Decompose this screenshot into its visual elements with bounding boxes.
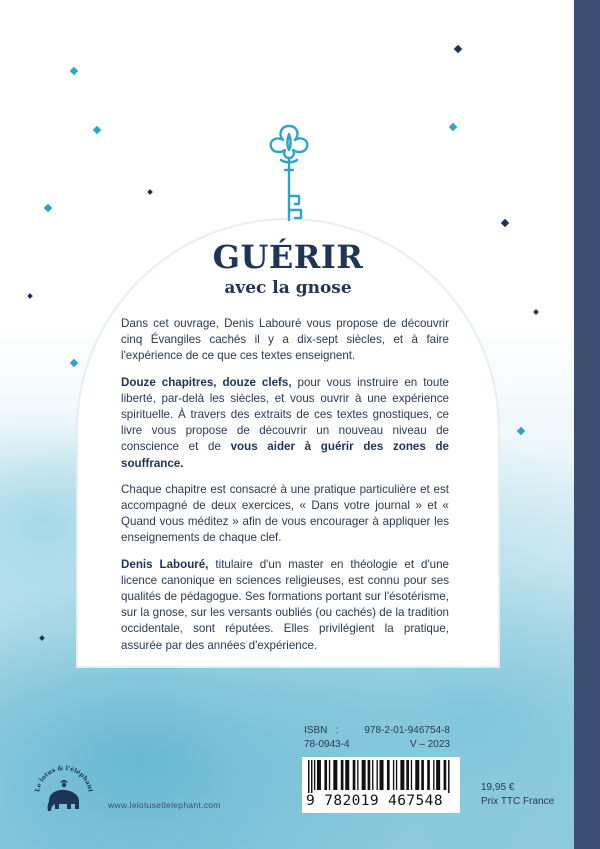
blurb-paragraph: Dans cet ouvrage, Denis Labouré vous propose de découvrir cinq Évangiles cachés il y a dix-sept siècles, et à faire l'expérience de ce que ces textes enseignent. [121,317,449,363]
bio-text: titulaire d'un master en théologie et d'une licence canonique en sciences religieuses, est connu pour ses qualités de pédagogue. Ses formations portant sur l'ésotérisme, sur la gnose, sur les versants oubliés (ou cachés) de la tradition occidentale, sont réputées. Elles privilégient la pratique, assurée par des années d'expérience. [121,557,449,652]
barcode-bar [314,760,315,790]
star-icon [147,189,153,195]
barcode-bar [380,760,384,790]
publisher-website[interactable]: www.lelotusetlelephant.com [108,800,221,810]
barcode-bar [333,760,337,790]
barcode-bars [306,760,456,794]
star-icon [517,427,525,435]
isbn-label-text: ISBN [304,725,328,736]
book-subtitle: avec la gnose [224,278,352,298]
barcode-bar [421,760,424,790]
barcode-bar [317,760,321,790]
blurb-paragraph [121,375,449,472]
price-note: Prix TTC France [481,796,555,807]
isbn-number: 978-2-01-946754-8 [364,725,450,736]
svg-text:Le lotus & l'éléphant [34,765,94,793]
isbn-label [304,724,338,738]
book-title: GUÉRIR [212,238,364,276]
barcode-bar [329,760,330,790]
emphasis: vous aider à guérir des zones de souffrance. [121,440,450,470]
product-code: 78-0943-4 [304,739,350,750]
blurb-text: pour vous instruire en toute liberté, par-delà les siècles, et vous ouvrir à une expérience spirituelle. À travers des extraits de ces textes gnostiques, ce livre vous propose de découvrir un nouveau niveau de conscience et de [121,375,449,454]
ornate-key-icon [261,120,317,230]
barcode-digits: 9 782019 467548 [306,793,456,809]
barcode-bar [448,760,449,794]
price-amount: 19,95 € [481,782,515,793]
barcode-bar [308,760,309,794]
barcode-bar [377,760,378,790]
barcode-bar [311,760,312,794]
barcode-bar [368,760,371,790]
star-icon [70,359,78,367]
barcode-bar [400,760,404,790]
star-icon [27,293,33,299]
barcode-bar [406,760,409,790]
blurb-paragraph: Chaque chapitre est consacré à une pratique particulière et est accompagné de deux exercices, « Dans votre journal » et « Quand vous méditez » afin de vous encourager à appliquer les enseignements de chaque clef. [121,482,449,545]
star-icon [533,309,539,315]
star-icon [449,123,457,131]
star-icon [44,204,52,212]
star-icon [501,219,509,227]
star-icon [93,126,101,134]
barcode-bar [353,760,356,790]
barcode-bar [345,760,349,790]
barcode-bar [362,760,366,790]
barcode-bar [393,760,394,790]
barcode-bar [436,760,440,790]
barcode-bar [433,760,434,790]
elephant-logo-icon [31,755,97,821]
star-icon [454,45,462,53]
star-icon [70,67,78,75]
barcode-bar [324,760,327,790]
author-name: Denis Labouré, [121,557,209,571]
barcode-bar [396,760,397,790]
isbn-block [304,724,450,752]
spine-stripe [574,0,600,849]
barcode-bar [415,760,419,790]
barcode-bar [372,760,373,790]
barcode-bar [387,760,390,790]
price-block [481,781,554,809]
barcode-bar [411,760,412,790]
barcode-bar [341,760,344,790]
edition: V – 2023 [409,739,450,750]
emphasis: Douze chapitres, douze clefs, [121,375,292,389]
star-icon [39,635,45,641]
barcode-bar [427,760,430,790]
logo-text: Le lotus & l'éléphant [34,764,94,793]
author-bio [121,557,449,654]
barcode-bar [444,760,447,790]
blurb [121,316,449,664]
isbn-separator: : [335,725,339,736]
barcode-bar [357,760,358,790]
